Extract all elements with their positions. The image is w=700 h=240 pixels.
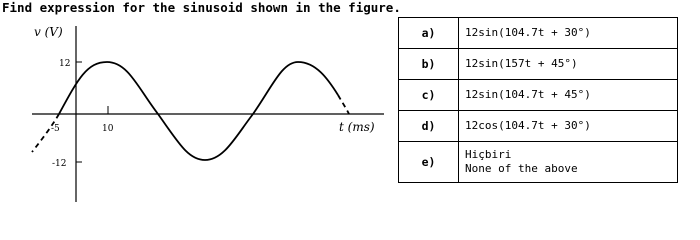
y-tick-label-neg: -12 [52, 159, 67, 169]
option-row-a[interactable] [399, 18, 678, 49]
option-letter: a) [399, 18, 459, 49]
options-table [398, 17, 678, 183]
option-row-d[interactable] [399, 111, 678, 142]
sinusoid-curve [59, 62, 338, 160]
option-row-c[interactable] [399, 80, 678, 111]
sinusoid-figure [0, 14, 392, 206]
option-row-b[interactable] [399, 49, 678, 80]
y-axis-label: v (V) [34, 25, 63, 39]
question-text: Find expression for the sinusoid shown in the figure. [2, 0, 401, 15]
option-letter: e) [399, 142, 459, 183]
x-tick-label-pos: 10 [102, 124, 114, 134]
option-letter: d) [399, 111, 459, 142]
option-text: 12sin(104.7t + 30°) [459, 18, 678, 49]
option-text: 12sin(157t + 45°) [459, 49, 678, 80]
sinusoid-dashed-right [338, 95, 349, 114]
x-axis-label: t (ms) [339, 120, 375, 134]
x-tick-label-neg: -5 [51, 124, 60, 134]
option-text: 12cos(104.7t + 30°) [459, 111, 678, 142]
option-row-e[interactable] [399, 142, 678, 183]
option-letter: c) [399, 80, 459, 111]
y-tick-label-pos: 12 [59, 59, 71, 69]
option-letter: b) [399, 49, 459, 80]
option-text: Hiçbiri None of the above [459, 142, 678, 183]
option-text: 12sin(104.7t + 45°) [459, 80, 678, 111]
